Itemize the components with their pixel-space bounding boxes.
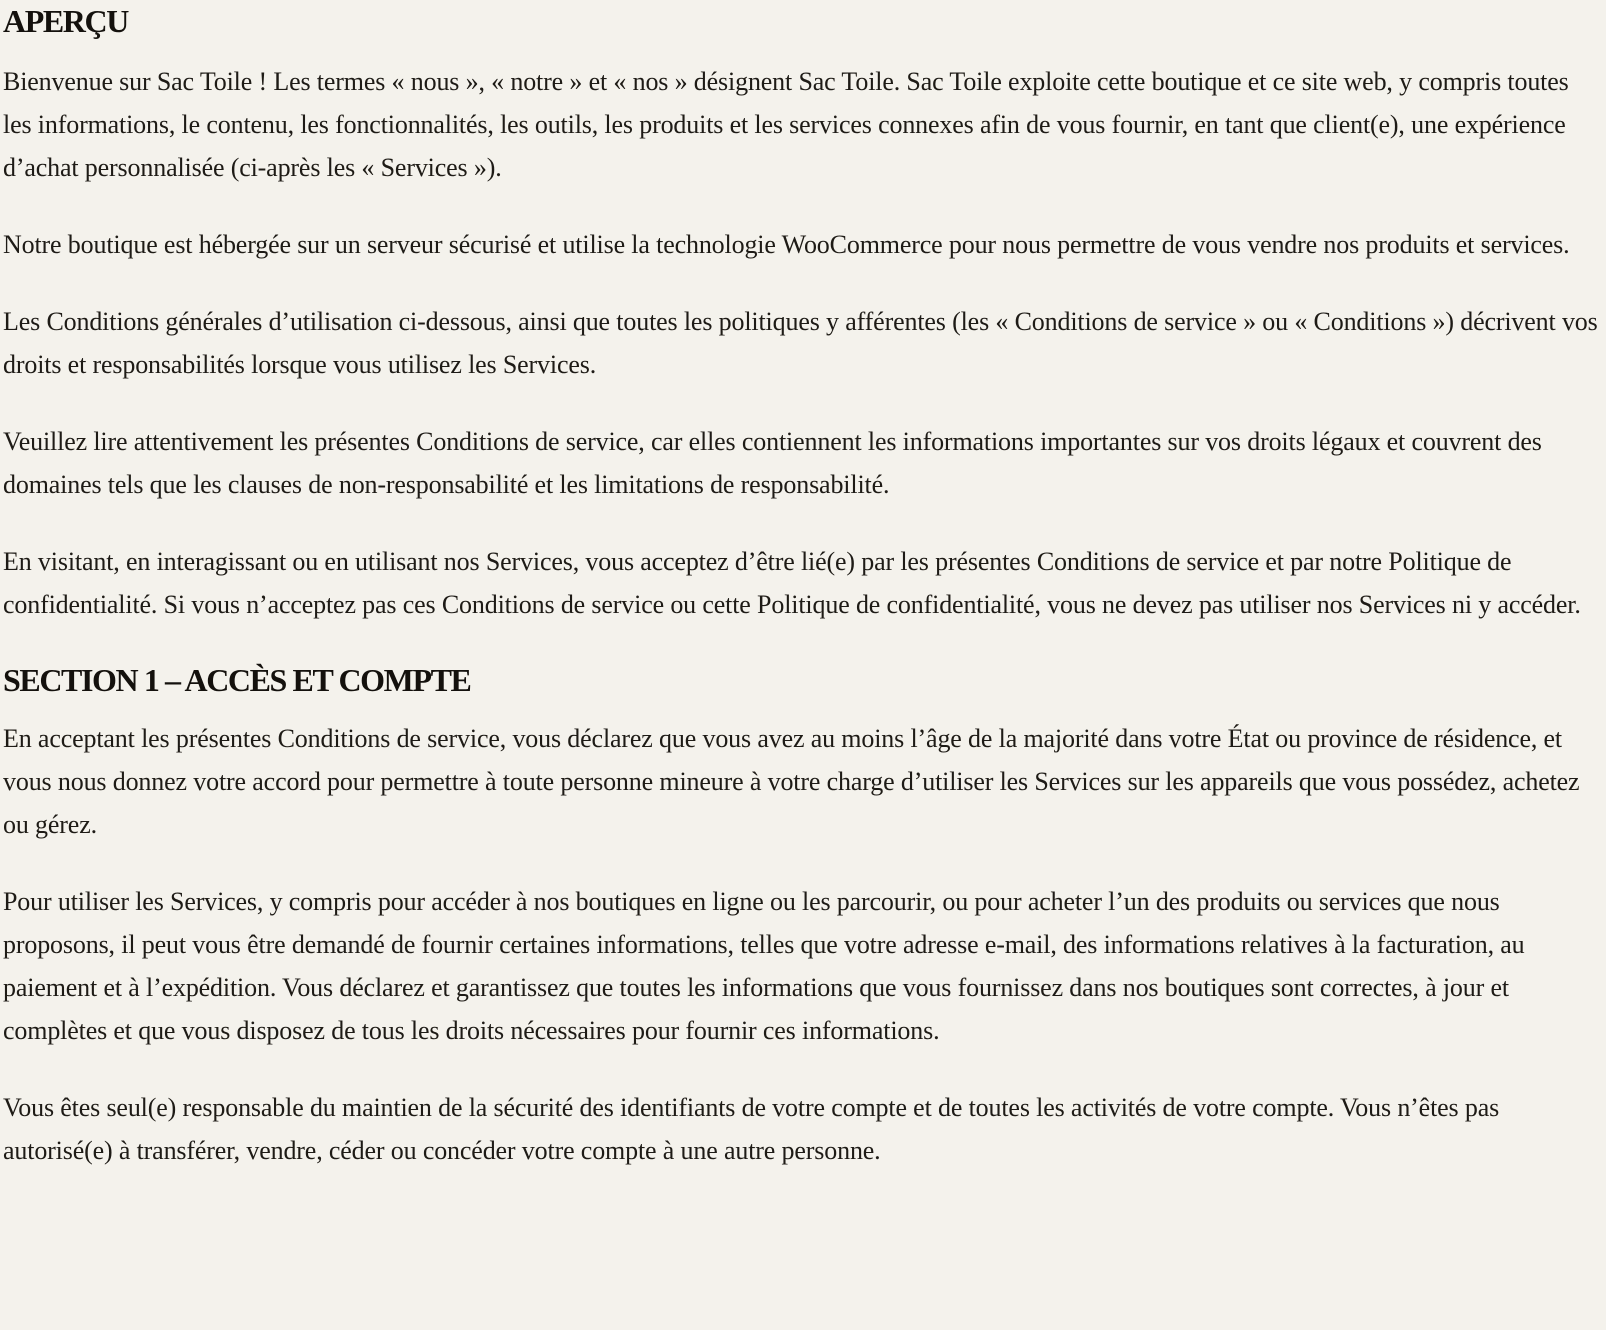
overview-heading: APERÇU [3, 3, 128, 39]
overview-paragraph: Bienvenue sur Sac Toile ! Les termes « nous », « notre » et « nos » désignent Sac Toile. Sac Toile exploite cette boutique et ce site web, y compris toutes les informations, le contenu, les fonctionnalités, les outils, les produits et les services connexes afin de vous fournir, en tant que client(e), une expérience d’achat personnalisée (ci-après les « Services »). [3, 67, 1569, 182]
overview-paragraph: En visitant, en interagissant ou en utilisant nos Services, vous acceptez d’être lié(e) par les présentes Conditions de service et par notre Politique de confidentialité. Si vous n’acceptez pas ces Conditions de service ou cette Politique de confidentialité, vous ne devez pas utiliser nos Services ni y accéder. [3, 547, 1581, 619]
section-1-paragraph: En acceptant les présentes Conditions de service, vous déclarez que vous avez au moins l’âge de la majorité dans votre État ou province de résidence, et vous nous donnez votre accord pour permettre à toute personne mineure à votre charge d’utiliser les Services sur les appareils que vous possédez, achetez ou gérez. [3, 724, 1580, 839]
overview-paragraph: Veuillez lire attentivement les présentes Conditions de service, car elles contiennent les informations importantes sur vos droits légaux et couvrent des domaines tels que les clauses de non-responsabilité et les limitations de responsabilité. [3, 427, 1542, 499]
section-1-paragraph: Vous êtes seul(e) responsable du maintien de la sécurité des identifiants de votre compte et de toutes les activités de votre compte. Vous n’êtes pas autorisé(e) à transférer, vendre, céder ou concéder votre compte à une autre personne. [3, 1093, 1500, 1165]
overview-paragraph: Les Conditions générales d’utilisation ci-dessous, ainsi que toutes les politiques y afférentes (les « Conditions de service » ou « Conditions ») décrivent vos droits et responsabilités lorsque vous utilisez les Services. [3, 307, 1598, 379]
section-1-heading: SECTION 1 – ACCÈS ET COMPTE [3, 662, 471, 698]
overview-paragraph: Notre boutique est hébergée sur un serveur sécurisé et utilise la technologie WooCommerce pour nous permettre de vous vendre nos produits et services. [3, 230, 1570, 259]
section-1-paragraph: Pour utiliser les Services, y compris pour accéder à nos boutiques en ligne ou les parcourir, ou pour acheter l’un des produits ou services que nous proposons, il peut vous être demandé de fournir certaines informations, telles que votre adresse e-mail, des informations relatives à la facturation, au paiement et à l’expédition. Vous déclarez et garantissez que toutes les informations que vous fournissez dans nos boutiques sont correctes, à jour et complètes et que vous disposez de tous les droits nécessaires pour fournir ces informations. [3, 887, 1525, 1045]
